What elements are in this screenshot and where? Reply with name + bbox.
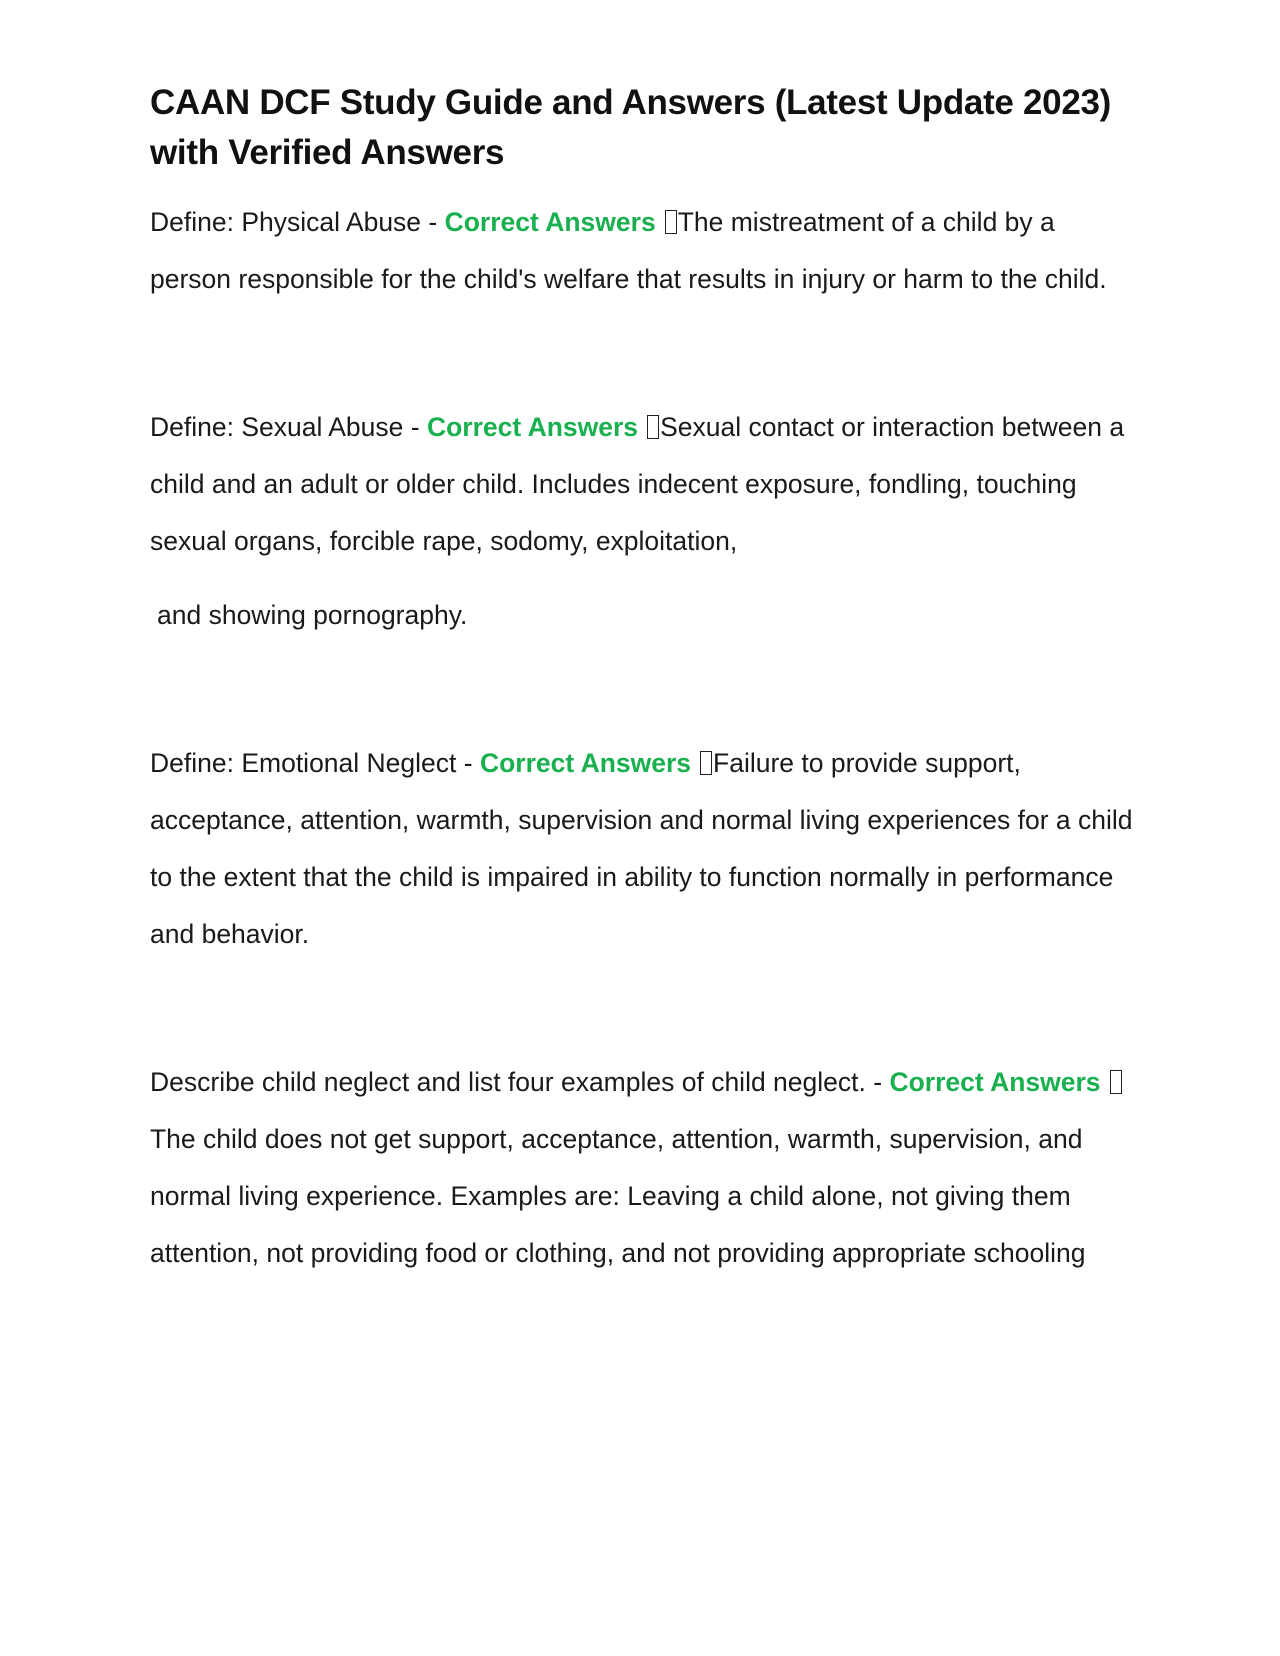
missing-glyph-icon [647,415,659,439]
answer-label: Correct Answers [889,1067,1101,1097]
answer-text: Failure to provide support, acceptance, attention, warmth, supervision and normal living experiences for a child to the extent that the child is impaired in ability to function normally in performance and behavior. [150,748,1133,949]
missing-glyph-icon [700,751,712,775]
answer-text: The child does not get support, acceptance, attention, warmth, supervision, and normal living experience. Examples are: Leaving a child alone, not giving them attention, not providing food or clothing, and not providing appropriate schooling [150,1124,1086,1268]
answer-text: Sexual contact or interaction between a child and an adult or older child. Includes indecent exposure, fondling, touching sexual organs, forcible rape, sodomy, exploitation, [150,412,1125,556]
document-title: CAAN DCF Study Guide and Answers (Latest Update 2023) with Verified Answers [150,83,1112,172]
qa-item [150,399,1140,644]
answer-text: The mistreatment of a child by a person responsible for the child's welfare that results in injury or harm to the child. [150,207,1107,294]
missing-glyph-icon [665,210,677,234]
answer-label: Correct Answers [444,207,656,237]
answer-label: Correct Answers [479,748,692,778]
qa-item [150,194,1140,308]
missing-glyph-icon [1110,1070,1122,1094]
question-text: Define: Emotional Neglect - [150,748,480,778]
question-text: Define: Sexual Abuse - [150,412,427,442]
answer-label: Correct Answers [426,412,639,442]
qa-item [150,1054,1140,1282]
question-text: Define: Physical Abuse - [150,207,445,237]
qa-item [150,735,1140,963]
document-page [150,78,1140,1282]
answer-text-continued: and showing pornography. [157,600,468,630]
question-text: Describe child neglect and list four examples of child neglect. - [150,1067,890,1097]
